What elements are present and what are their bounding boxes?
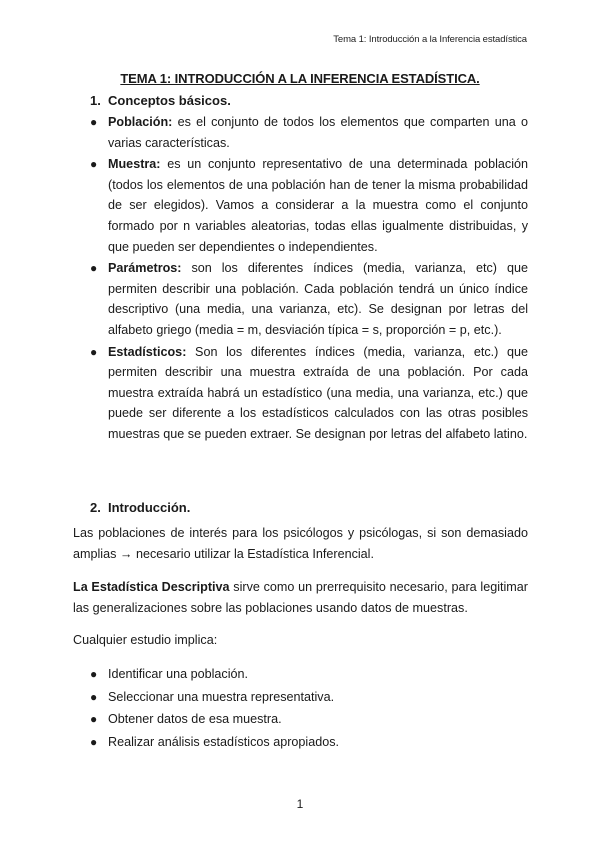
definition-term: Muestra: (108, 157, 161, 172)
definitions-list (90, 112, 528, 446)
definition-term: Parámetros: (108, 261, 182, 276)
section-1-title: Conceptos básicos. (108, 93, 231, 108)
bullet-icon: ● (90, 734, 98, 749)
page-number: 1 (296, 797, 304, 811)
definition-term: Población: (108, 115, 173, 129)
definition-text: es un conjunto representativo de una determinada población (todos los elementos de una población han de tener la misma probabilidad de ser elegidos). Vamos a considerar a la muestra como el conjunto formado por n variables aleatorias, todas ellas igualmente distribuidas, y que pueden ser dependientes o independientes. (108, 157, 528, 254)
definition-item (90, 258, 528, 340)
section-2-number: 2. (90, 500, 101, 515)
bullet-icon: ● (90, 689, 98, 704)
bullet-icon: ● (90, 344, 98, 359)
document-title: TEMA 1: INTRODUCCIÓN A LA INFERENCIA ESTADÍSTICA. (120, 71, 480, 86)
list-item-text: Realizar análisis estadísticos apropiados. (108, 734, 340, 749)
list-item (90, 663, 510, 686)
study-intro-paragraph: Cualquier estudio implica: (73, 633, 218, 647)
bullet-icon: ● (90, 115, 98, 129)
list-item (90, 686, 510, 709)
definition-item (90, 342, 528, 445)
bullet-icon: ● (90, 157, 98, 172)
definition-item (90, 112, 528, 153)
descriptive-paragraph (73, 577, 528, 618)
bullet-icon: ● (90, 667, 98, 681)
definition-text: es el conjunto de todos los elementos que comparten una o varias características. (108, 115, 528, 150)
section-1-number: 1. (90, 93, 101, 108)
list-item-text: Identificar una población. (108, 667, 249, 681)
intro-paragraph: Las poblaciones de interés para los psicólogos y psicólogas, si son demasiado amplias → necesario utilizar la Estadística Inferencial. (73, 526, 528, 561)
definition-term: Estadísticos: (108, 344, 187, 359)
definition-text: Son los diferentes índices (media, varianza, etc.) que permiten describir una muestra extraída de una población. Por cada muestra extraída habrá un estadístico (una media, una varianza, etc.) que puede ser diferente a los estadísticos calculados con las otras posibles muestras que se pueden extraer. Se designan por letras del alfabeto latino. (108, 344, 528, 441)
bullet-icon: ● (90, 261, 98, 276)
descriptive-term: La Estadística Descriptiva (73, 580, 230, 594)
list-item-text: Obtener datos de esa muestra. (108, 712, 282, 726)
list-item (90, 708, 510, 731)
study-steps-list (90, 663, 510, 753)
section-1-heading (90, 93, 231, 108)
list-item (90, 731, 510, 754)
definition-text: son los diferentes índices (media, varianza, etc) que permiten describir una población. Cada población tendrá un único índice descriptivo (una media, una varianza, etc). Se designan por letras del alfabeto griego (media = m, desviación típica = s, proporción = p, etc.). (108, 261, 528, 337)
running-header: Tema 1: Introducción a la Inferencia estadística (333, 34, 527, 45)
section-2-heading (90, 500, 190, 515)
descriptive-text: sirve como un prerrequisito necesario, para legitimar las generalizaciones sobre las poblaciones usando datos de muestras. (73, 580, 528, 615)
bullet-icon: ● (90, 712, 98, 726)
list-item-text: Seleccionar una muestra representativa. (108, 689, 335, 704)
definition-item (90, 154, 528, 257)
section-2-title: Introducción. (108, 500, 191, 515)
